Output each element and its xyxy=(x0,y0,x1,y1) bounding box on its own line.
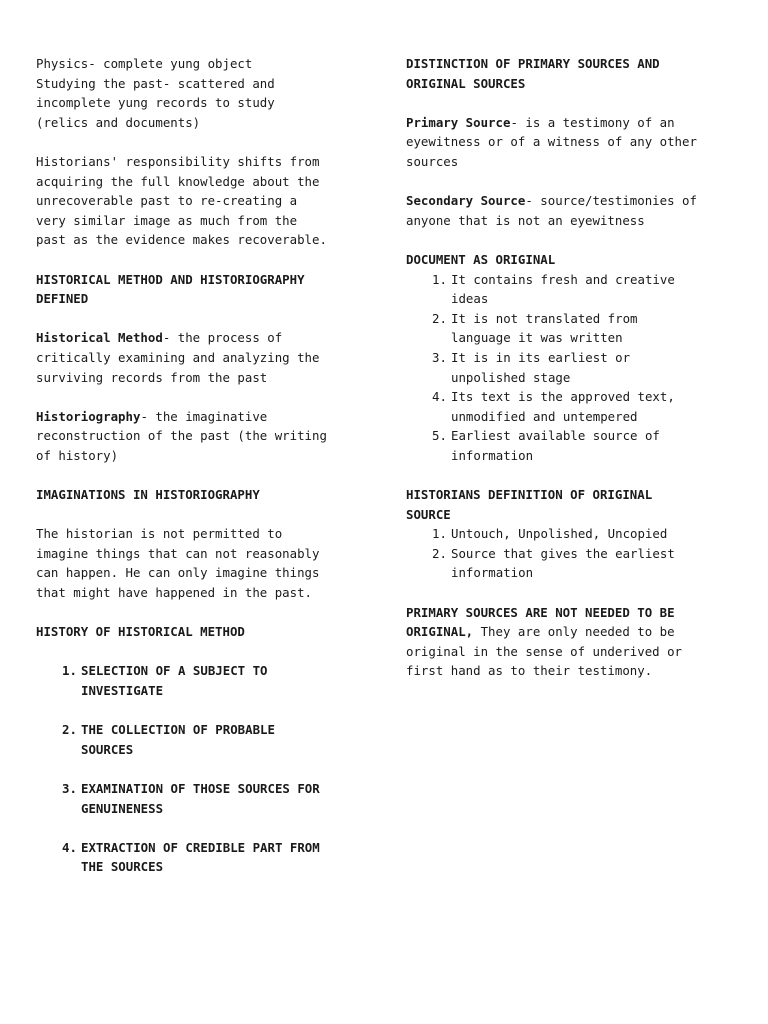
list-text: EXTRACTION OF CREDIBLE PART FROM xyxy=(81,839,320,855)
list-number: 4. xyxy=(432,389,447,405)
definition-line: eyewitness or of a witness of any other xyxy=(406,134,697,150)
list-number: 2. xyxy=(432,545,447,561)
list-number: 3. xyxy=(62,780,77,796)
list-text: ideas xyxy=(451,291,489,307)
list-item xyxy=(406,387,736,426)
right-column xyxy=(406,54,736,701)
list-number: 4. xyxy=(62,839,77,855)
intro-paragraph xyxy=(36,54,368,132)
definition-line: surviving records from the past xyxy=(36,369,268,385)
heading-line: DEFINED xyxy=(36,291,89,307)
responsibility-line: past as the evidence makes recoverable. xyxy=(36,232,327,248)
list-text: THE SOURCES xyxy=(81,859,164,875)
list-item xyxy=(406,348,736,387)
paragraph-line: imagine things that can not reasonably xyxy=(36,545,320,561)
responsibility-line: acquiring the full knowledge about the xyxy=(36,173,320,189)
bold-statement: ORIGINAL, xyxy=(406,624,474,640)
list-number: 1. xyxy=(62,663,77,679)
imaginations-paragraph xyxy=(36,524,368,602)
list-text: It is in its earliest or xyxy=(451,349,631,365)
list-text: THE COLLECTION OF PROBABLE xyxy=(81,722,275,738)
heading-line: HISTORICAL METHOD AND HISTORIOGRAPHY xyxy=(36,271,305,287)
intro-line: incomplete yung records to study xyxy=(36,95,275,111)
intro-line: Physics- complete yung object xyxy=(36,56,253,71)
list-item xyxy=(36,661,368,700)
secondary-source-definition xyxy=(406,191,736,230)
primary-not-original-paragraph xyxy=(406,603,736,681)
list-text: language it was written xyxy=(451,330,623,346)
intro-line: Studying the past- scattered and xyxy=(36,75,275,91)
list-item xyxy=(36,779,368,818)
list-text: INVESTIGATE xyxy=(81,683,164,698)
list-item xyxy=(406,309,736,348)
responsibility-paragraph xyxy=(36,152,368,250)
list-text: information xyxy=(451,447,534,463)
section-heading-historians xyxy=(406,485,736,524)
definition-text: - the process of xyxy=(162,330,283,346)
list-text: It is not translated from xyxy=(451,310,638,326)
document-criteria-list xyxy=(406,270,736,466)
list-item xyxy=(406,426,736,465)
list-text: Untouch, Unpolished, Uncopied xyxy=(451,526,668,542)
list-text: EXAMINATION OF THOSE SOURCES FOR xyxy=(81,780,320,796)
list-item xyxy=(36,838,368,877)
paragraph-line: can happen. He can only imagine things xyxy=(36,565,320,581)
list-item xyxy=(406,544,736,583)
definition-text: - the imaginative xyxy=(140,408,268,424)
section-heading-document: DOCUMENT AS ORIGINAL xyxy=(406,251,556,267)
responsibility-line: Historians' responsibility shifts from xyxy=(36,153,320,169)
list-number: 3. xyxy=(432,349,447,365)
bold-statement: PRIMARY SOURCES ARE NOT NEEDED TO BE xyxy=(406,604,675,620)
responsibility-line: very similar image as much from the xyxy=(36,212,298,228)
list-text: Earliest available source of xyxy=(451,428,660,444)
list-text: GENUINENESS xyxy=(81,800,164,816)
definition-line: sources xyxy=(406,153,459,169)
historians-definition-section xyxy=(406,485,736,583)
section-heading-history: HISTORY OF HISTORICAL METHOD xyxy=(36,624,245,640)
responsibility-line: unrecoverable past to re-creating a xyxy=(36,193,298,209)
definition-line: anyone that is not an eyewitness xyxy=(406,212,645,228)
paragraph-line: The historian is not permitted to xyxy=(36,526,283,542)
historians-criteria-list xyxy=(406,524,736,583)
list-text: SELECTION OF A SUBJECT TO xyxy=(81,663,268,679)
term-historical-method: Historical Method xyxy=(36,330,163,346)
list-text: It contains fresh and creative xyxy=(451,271,675,287)
intro-line: (relics and documents) xyxy=(36,114,201,130)
historiography-definition xyxy=(36,407,368,466)
heading-line: ORIGINAL SOURCES xyxy=(406,75,526,91)
list-text: unpolished stage xyxy=(451,369,571,385)
list-item xyxy=(36,720,368,759)
definition-line: critically examining and analyzing the xyxy=(36,349,320,365)
section-heading-distinction xyxy=(406,54,736,93)
paragraph-line: first hand as to their testimony. xyxy=(406,663,653,679)
paragraph-line: original in the sense of underived or xyxy=(406,643,683,659)
primary-source-definition xyxy=(406,113,736,172)
heading-line: SOURCE xyxy=(406,506,451,522)
definition-line: reconstruction of the past (the writing xyxy=(36,428,327,444)
definition-text: - source/testimonies of xyxy=(525,193,697,209)
definition-text: - is a testimony of an xyxy=(510,114,675,130)
list-number: 1. xyxy=(432,271,447,287)
term-historiography: Historiography xyxy=(36,408,141,424)
heading-line: DISTINCTION OF PRIMARY SOURCES AND xyxy=(406,56,660,71)
list-text: Its text is the approved text, xyxy=(451,389,675,405)
list-number: 5. xyxy=(432,428,447,444)
method-steps-list xyxy=(36,661,368,877)
list-number: 2. xyxy=(62,722,77,738)
list-text: information xyxy=(451,565,534,581)
list-item xyxy=(406,270,736,309)
historical-method-definition xyxy=(36,328,368,387)
term-secondary-source: Secondary Source xyxy=(406,193,526,209)
term-primary-source: Primary Source xyxy=(406,114,511,130)
section-heading-defined xyxy=(36,270,368,309)
document-as-original-section xyxy=(406,250,736,466)
list-text: unmodified and untempered xyxy=(451,408,638,424)
list-number: 2. xyxy=(432,310,447,326)
left-column xyxy=(36,54,368,897)
list-text: Source that gives the earliest xyxy=(451,545,675,561)
section-heading-imaginations: IMAGINATIONS IN HISTORIOGRAPHY xyxy=(36,487,260,503)
definition-line: of history) xyxy=(36,447,119,463)
list-item xyxy=(406,524,736,544)
paragraph-line: that might have happened in the past. xyxy=(36,585,313,601)
heading-line: HISTORIANS DEFINITION OF ORIGINAL xyxy=(406,487,653,503)
paragraph-text: They are only needed to be xyxy=(473,624,675,640)
list-text: SOURCES xyxy=(81,741,134,757)
list-number: 1. xyxy=(432,526,447,542)
